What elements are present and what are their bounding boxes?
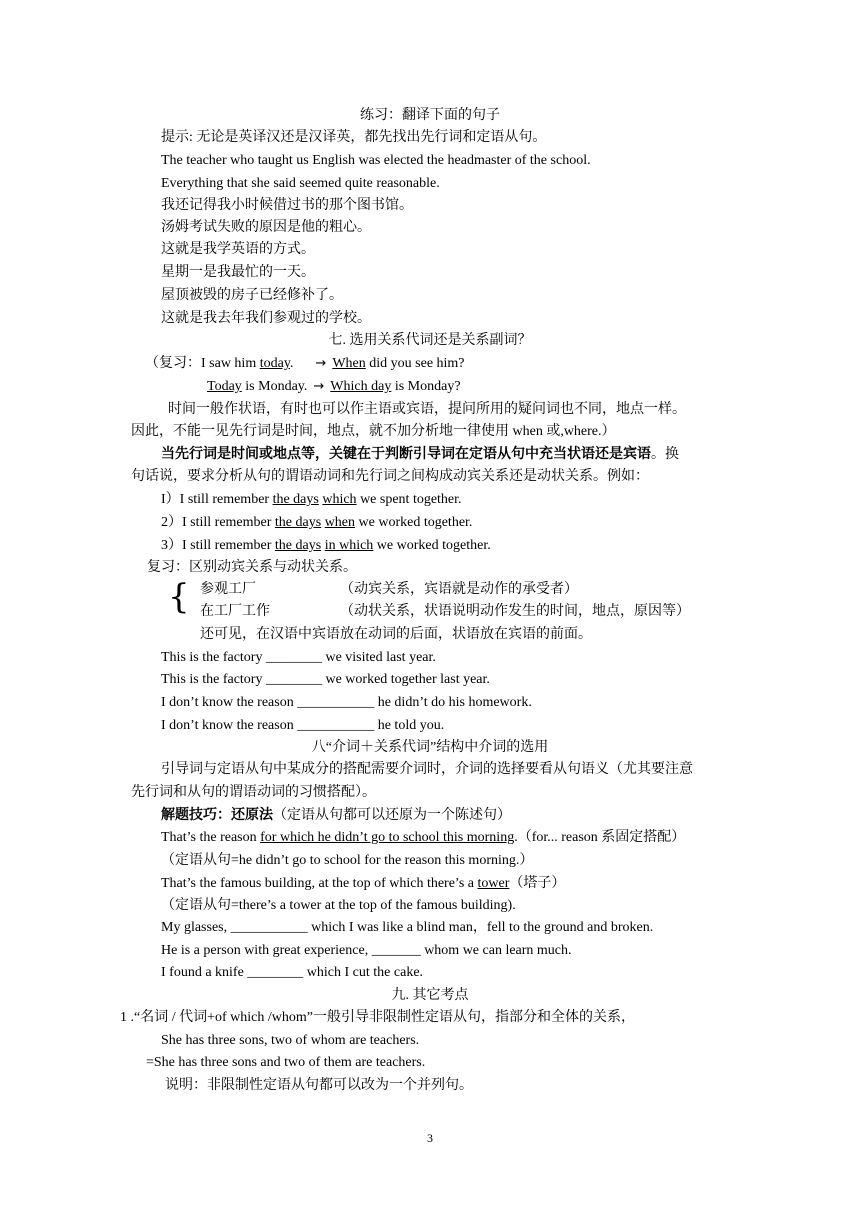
sentence-7: 屋顶被毁的房子已经修补了。 [161,288,343,303]
paragraph-3-line-1: 引导词与定语从句中某成分的搭配需要介词时，介词的选择要看从句语义（尤其要注意 [161,762,693,777]
sentence-8: 这就是我去年我们参观过的学校。 [161,311,371,326]
tip-line: 提示: 无论是英译汉还是汉译英，都先找出先行词和定语从句。 [161,130,547,145]
section-7-heading: 七. 选用关系代词还是关系副词？ [328,333,532,348]
sentence-3: 我还记得我小时候借过书的那个图书馆。 [161,198,413,213]
sentence-6: 星期一是我最忙的一天。 [161,265,315,280]
paragraph-1-line-1: 时间一般作状语，有时也可以作主语或宾语，提问所用的疑问词也不同，地点一样。 [168,402,686,417]
review-3: 复习：区别动宾关系与动状关系。 [147,560,357,575]
point-1: 1 .“名词 / 代词+of which /whom”一般引导非限制性定语从句，指部分和全体的关系， [120,1010,635,1025]
sentence-2: Everything that she said seemed quite reasonable. [161,176,440,191]
section-9-heading: 九. 其它考点 [391,988,469,1003]
fill-3: I don’t know the reason ___________ he didn’t do his homework. [161,695,532,710]
note-1: 还可见，在汉语中宾语放在动词的后面，状语放在宾语的前面。 [200,627,592,642]
technique-exercise-3: I found a knife ________ which I cut the cake. [161,965,424,980]
point-1-rewrite: =She has three sons and two of them are teachers. [146,1055,426,1070]
relation-1-right: （动宾关系，宾语就是动作的承受者） [340,582,578,597]
fill-2: This is the factory ________ we worked together last year. [161,672,490,687]
section-8-heading: 八“介词＋关系代词”结构中介词的选用 [311,740,549,755]
paragraph-1-line-2: 因此，不能一见先行词是时间，地点，就不加分析地一律使用 when 或,where.） [131,424,616,439]
review-line-1: （复习：I saw him today. → When did you see him? [145,354,465,374]
relation-2-left: 在工厂工作 [200,604,270,619]
paragraph-2-line-2: 句话说，要求分析从句的谓语动词和先行词之间构成动宾关系还是动状关系。例如： [131,469,649,484]
right-arrow-icon: → [313,379,325,394]
paragraph-2-line-1: 当先行词是时间或地点等，关键在于判断引导词在定语从句中充当状语还是宾语。换 [161,447,679,462]
technique-line: 解题技巧：还原法（定语从句都可以还原为一个陈述句） [161,808,511,823]
technique-example-2-note: （定语从句=there’s a tower at the top of the famous building). [161,898,516,913]
technique-exercise-1: My glasses, ___________ which I was like a blind man，fell to the ground and broken. [161,920,654,935]
example-2: 2）I still remember the days when we worked together. [161,515,473,530]
example-3: 3）I still remember the days in which we worked together. [161,538,491,553]
sentence-4: 汤姆考试失败的原因是他的粗心。 [161,220,371,235]
left-brace-icon: { [168,577,190,617]
technique-exercise-2: He is a person with great experience, _______ whom we can learn much. [161,943,572,958]
point-1-explanation: 说明：非限制性定语从句都可以改为一个并列句。 [165,1078,473,1093]
relation-1-left: 参观工厂 [200,582,256,597]
page-number: 3 [427,1131,433,1145]
example-1: I）I still remember the days which we spent together. [161,492,462,507]
paragraph-3-line-2: 先行词和从句的谓语动词的习惯搭配）。 [131,785,376,800]
review-line-2: Today is Monday. → Which day is Monday? [207,377,461,397]
practice-heading: 练习：翻译下面的句子 [360,108,500,123]
technique-example-2: That’s the famous building, at the top of which there’s a tower（塔子） [161,876,566,891]
point-1-example: She has three sons, two of whom are teachers. [161,1033,420,1048]
technique-example-1-note: （定语从句=he didn’t go to school for the reason this morning.） [161,853,534,868]
fill-4: I don’t know the reason ___________ he told you. [161,718,445,733]
fill-1: This is the factory ________ we visited last year. [161,650,436,665]
technique-example-1: That’s the reason for which he didn’t go to school this morning.（for... reason 系固定搭配） [161,830,686,845]
right-arrow-icon: → [315,356,327,371]
sentence-1: The teacher who taught us English was elected the headmaster of the school. [161,153,591,168]
relation-2-right: （动状关系，状语说明动作发生的时间，地点，原因等） [340,604,690,619]
sentence-5: 这就是我学英语的方式。 [161,242,315,257]
